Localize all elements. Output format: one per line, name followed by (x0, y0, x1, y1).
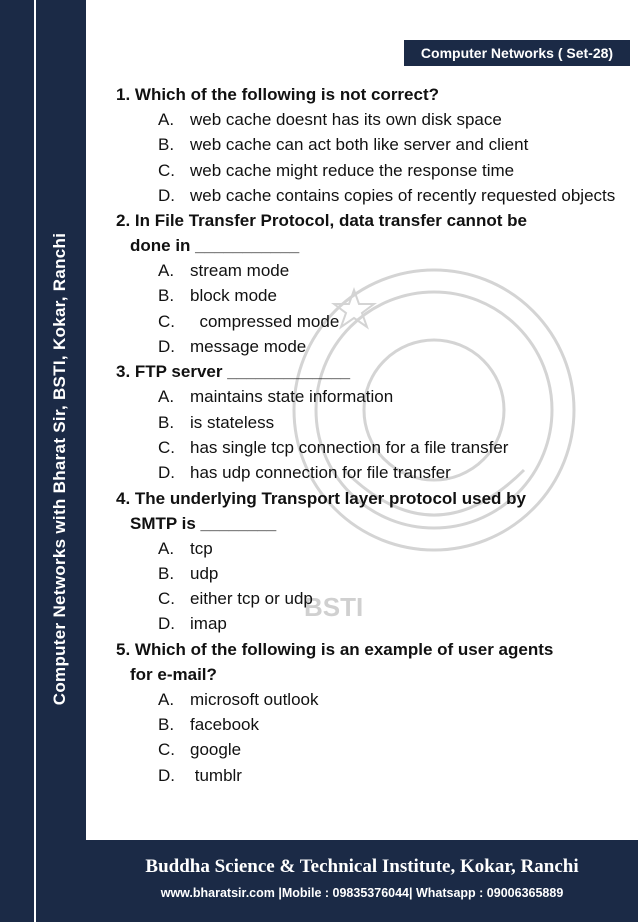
option-letter: A. (158, 689, 175, 709)
option-letter: D. (158, 765, 175, 785)
option-item (116, 561, 616, 586)
sidebar-vertical-title: Computer Networks with Bharat Sir, BSTI, Kokar, Ranchi (50, 232, 69, 706)
question-list (116, 82, 616, 788)
option-letter: D. (158, 185, 175, 205)
option-text: either tcp or udp (190, 589, 313, 609)
seal-watermark-text: BSTI (304, 592, 364, 622)
footer-bar (86, 840, 638, 922)
option-item (116, 384, 616, 409)
option-letter: B. (158, 715, 175, 735)
option-letter: D. (158, 463, 175, 483)
option-item (116, 158, 616, 183)
question-text (116, 637, 616, 687)
option-item (116, 536, 616, 561)
question-text (116, 359, 616, 384)
footer-institute-name: Buddha Science & Technical Institute, Kokar, Ranchi (145, 856, 579, 877)
option-text: is stateless (190, 412, 275, 432)
question-line: 3. FTP server _____________ (116, 362, 351, 382)
option-item (116, 737, 616, 762)
option-letter: C. (158, 311, 175, 331)
option-item (116, 586, 616, 611)
option-text: compressed mode (190, 311, 340, 331)
option-letter: D. (158, 337, 175, 357)
option-text: web cache can act both like server and client (190, 135, 529, 155)
option-text: google (190, 740, 242, 760)
option-text: facebook (190, 715, 259, 735)
option-letter: B. (158, 135, 175, 155)
option-letter: C. (158, 589, 175, 609)
option-text: web cache contains copies of recently requested objects (190, 185, 616, 205)
option-letter: C. (158, 437, 175, 457)
option-letter: C. (158, 740, 175, 760)
footer-contact-info: www.bharatsir.com |Mobile : 09835376044| Whatsapp : 09006365889 (160, 886, 564, 900)
question-line-continued: SMTP is ________ (130, 513, 277, 533)
option-letter: B. (158, 563, 175, 583)
option-text: web cache might reduce the response time (190, 160, 515, 180)
option-text: web cache doesnt has its own disk space (190, 110, 502, 129)
option-text: message mode (190, 337, 307, 357)
option-text: stream mode (190, 261, 290, 281)
option-item (116, 258, 616, 283)
option-item (116, 283, 616, 308)
option-item (116, 763, 616, 788)
option-item (116, 435, 616, 460)
option-item (116, 107, 616, 132)
option-item (116, 460, 616, 485)
left-sidebar (0, 0, 86, 922)
option-text: udp (190, 563, 219, 583)
option-item (116, 183, 616, 208)
option-text: block mode (190, 286, 277, 306)
question-block (116, 486, 616, 637)
question-line: 4. The underlying Transport layer protocol used by (116, 488, 526, 508)
option-item (116, 309, 616, 334)
option-letter: D. (158, 614, 175, 634)
option-letter: A. (158, 387, 175, 407)
question-line-continued: for e-mail? (130, 664, 217, 684)
option-letter: C. (158, 160, 175, 180)
option-item (116, 611, 616, 636)
option-text: tumblr (190, 765, 242, 785)
option-item (116, 132, 616, 157)
question-text (116, 486, 616, 536)
option-text: tcp (190, 538, 213, 558)
question-block (116, 82, 616, 208)
question-text (116, 208, 616, 258)
question-line: 2. In File Transfer Protocol, data transfer cannot be (116, 211, 527, 231)
option-letter: B. (158, 412, 175, 432)
option-text: has single tcp connection for a file transfer (190, 437, 509, 457)
option-letter: A. (158, 261, 175, 281)
question-block (116, 208, 616, 359)
option-letter: A. (158, 538, 175, 558)
option-text: has udp connection for file transfer (190, 463, 451, 483)
option-item (116, 410, 616, 435)
option-text: microsoft outlook (190, 689, 319, 709)
option-text: maintains state information (190, 387, 394, 407)
option-letter: A. (158, 110, 175, 129)
set-title-badge: Computer Networks ( Set-28) (402, 40, 630, 66)
option-item (116, 687, 616, 712)
question-block (116, 359, 616, 485)
question-line: 1. Which of the following is not correct? (116, 85, 439, 104)
option-item (116, 334, 616, 359)
question-block (116, 637, 616, 788)
question-text (116, 82, 616, 107)
option-letter: B. (158, 286, 175, 306)
option-item (116, 712, 616, 737)
question-line: 5. Which of the following is an example of user agents (116, 639, 554, 659)
question-line-continued: done in ___________ (130, 236, 300, 256)
option-text: imap (190, 614, 227, 634)
